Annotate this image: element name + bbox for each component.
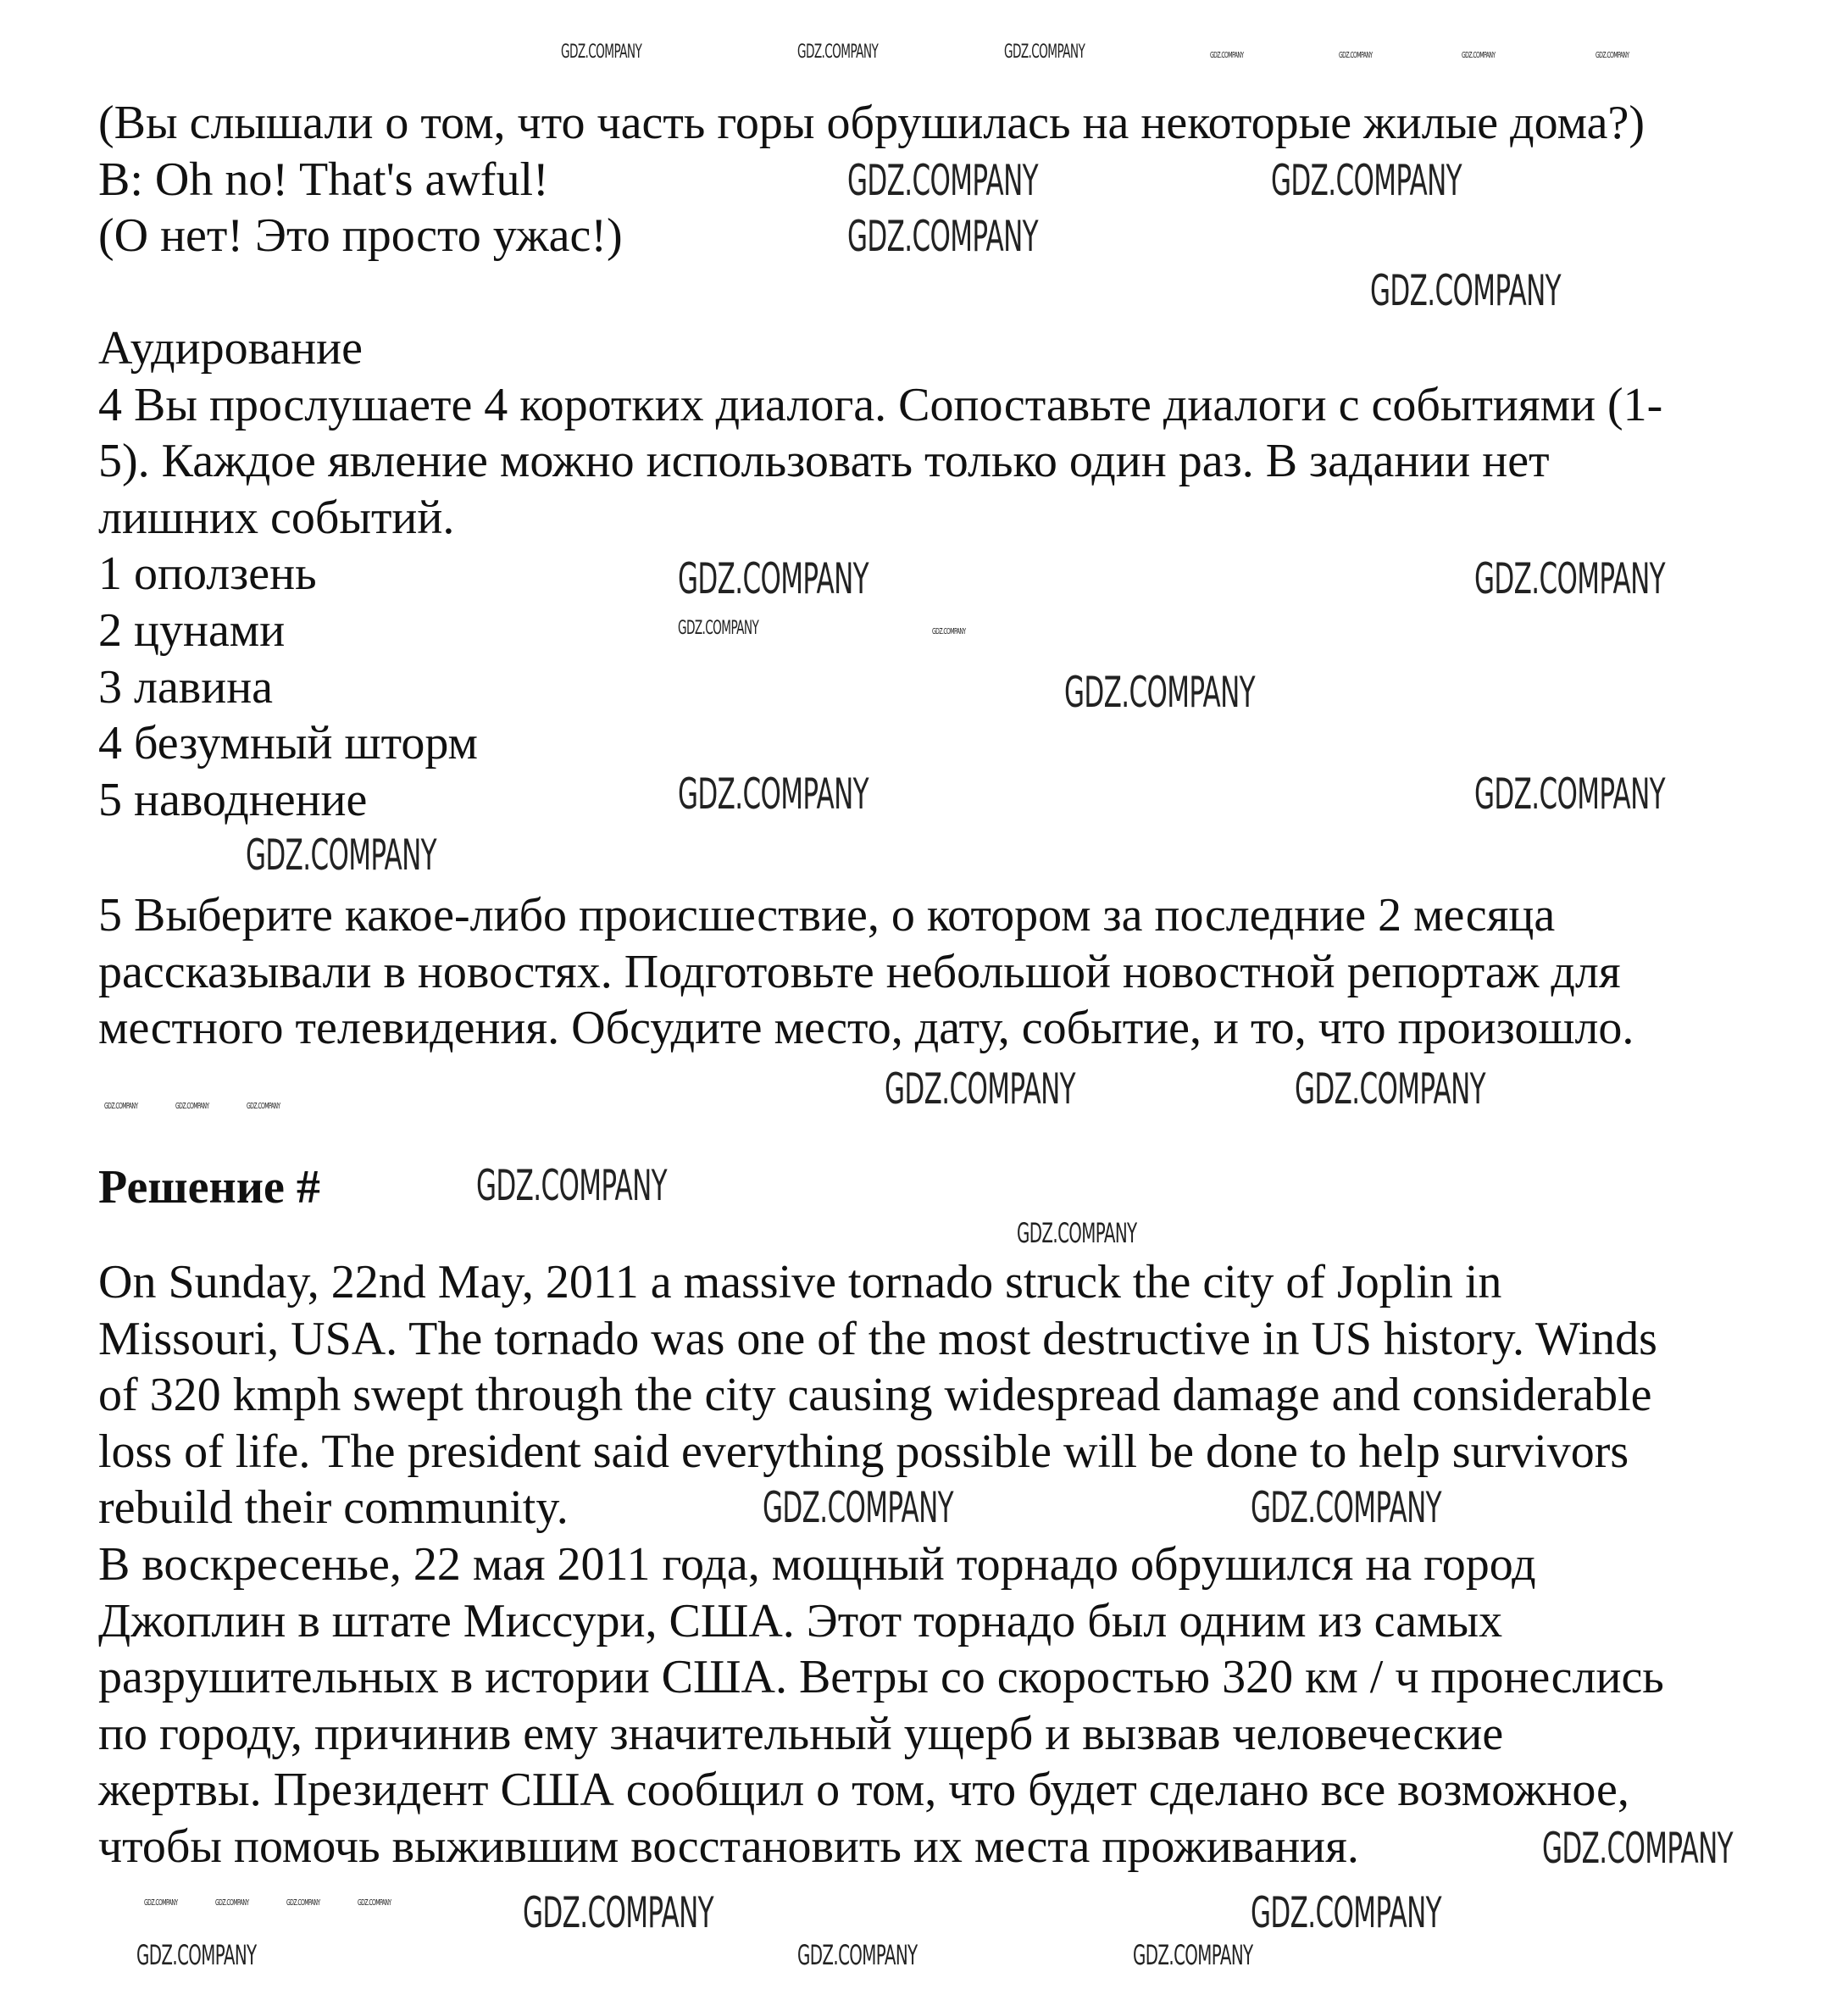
task-line: рассказывали в новостях. Подготовьте небольшой новостной репортаж для — [98, 945, 1621, 998]
watermark: GDZ.COMPANY — [1370, 266, 1562, 315]
task-line: лишних событий. — [98, 491, 455, 544]
watermark: GDZ.COMPANY — [358, 1898, 391, 1908]
english-line: Missouri, USA. The tornado was one of the most destructive in US history. Winds — [98, 1312, 1657, 1365]
task-line: 4 Вы прослушаете 4 коротких диалога. Сопоставьте диалоги с событиями (1- — [98, 378, 1663, 431]
section-title: Аудирование — [98, 322, 363, 375]
english-line: rebuild their community. — [98, 1481, 569, 1535]
watermark: GDZ.COMPANY — [136, 1939, 257, 1971]
watermark: GDZ.COMPANY — [286, 1898, 320, 1908]
watermark: GDZ.COMPANY — [247, 1102, 280, 1111]
watermark: GDZ.COMPANY — [678, 554, 869, 603]
watermark: GDZ.COMPANY — [763, 1483, 954, 1532]
watermark: GDZ.COMPANY — [1542, 1824, 1734, 1873]
list-item: 3 лавина — [98, 660, 274, 714]
listening-block — [98, 320, 1662, 828]
watermark: GDZ.COMPANY — [1271, 156, 1462, 205]
list-item: 4 безумный шторм — [98, 717, 478, 770]
solution-block — [98, 1254, 1664, 1875]
english-line: loss of life. The president said everything possible will be done to help survivors — [98, 1425, 1629, 1478]
watermark: GDZ.COMPANY — [678, 618, 759, 639]
watermark: GDZ.COMPANY — [1210, 51, 1244, 60]
watermark: GDZ.COMPANY — [797, 1939, 918, 1971]
watermark: GDZ.COMPANY — [215, 1898, 249, 1908]
watermark: GDZ.COMPANY — [1064, 668, 1256, 717]
watermark: GDZ.COMPANY — [1017, 1217, 1137, 1249]
english-line: On Sunday, 22nd May, 2011 a massive tornado struck the city of Joplin in — [98, 1256, 1502, 1308]
list-item: 2 цунами — [98, 603, 286, 657]
watermark: GDZ.COMPANY — [932, 627, 966, 636]
watermark: GDZ.COMPANY — [1474, 769, 1666, 819]
watermark: GDZ.COMPANY — [104, 1102, 138, 1111]
watermark: GDZ.COMPANY — [847, 156, 1039, 205]
watermark: GDZ.COMPANY — [144, 1898, 178, 1908]
list-item: 5 наводнение — [98, 773, 368, 826]
dialogue-line: (Вы слышали о том, что часть горы обрушилась на некоторые жилые дома?) — [98, 97, 1645, 149]
watermark: GDZ.COMPANY — [1462, 51, 1496, 60]
russian-line: по городу, причинив ему значительный ущерб и вызвав человеческие — [98, 1707, 1504, 1760]
watermark: GDZ.COMPANY — [1595, 51, 1629, 60]
watermark: GDZ.COMPANY — [797, 42, 879, 63]
watermark: GDZ.COMPANY — [1474, 554, 1666, 603]
watermark: GDZ.COMPANY — [1251, 1888, 1442, 1937]
watermark: GDZ.COMPANY — [847, 212, 1039, 261]
watermark: GDZ.COMPANY — [1004, 42, 1085, 63]
task5-block — [98, 887, 1634, 1057]
russian-line: разрушительных в истории США. Ветры со скоростью 320 км / ч пронеслись — [98, 1651, 1664, 1704]
task-line: 5). Каждое явление можно использовать только один раз. В задании нет — [98, 435, 1550, 488]
watermark: GDZ.COMPANY — [175, 1102, 209, 1111]
russian-line: В воскресенье, 22 мая 2011 года, мощный торнадо обрушился на город — [98, 1537, 1536, 1591]
english-line: of 320 kmph swept through the city causing widespread damage and considerable — [98, 1369, 1652, 1422]
watermark: GDZ.COMPANY — [1251, 1483, 1442, 1532]
watermark: GDZ.COMPANY — [523, 1888, 714, 1937]
dialogue-line: (О нет! Это просто ужас!) — [98, 209, 623, 263]
solution-heading: Решение # — [98, 1161, 320, 1214]
russian-line: Джоплин в штате Миссури, США. Этот торнадо был одним из самых — [98, 1594, 1503, 1647]
list-item: 1 оползень — [98, 547, 317, 601]
watermark: GDZ.COMPANY — [678, 769, 869, 819]
dialogue-line: B: Oh no! That's awful! — [98, 153, 549, 206]
watermark: GDZ.COMPANY — [561, 42, 642, 63]
watermark: GDZ.COMPANY — [476, 1161, 668, 1210]
watermark: GDZ.COMPANY — [1339, 51, 1373, 60]
watermark: GDZ.COMPANY — [1295, 1064, 1486, 1114]
russian-line: чтобы помочь выжившим восстановить их места проживания. — [98, 1820, 1359, 1873]
task-line: местного телевидения. Обсудите место, дату, событие, и то, что произошло. — [98, 1002, 1634, 1055]
russian-line: жертвы. Президент США сообщил о том, что будет сделано все возможное, — [98, 1764, 1629, 1817]
watermark: GDZ.COMPANY — [246, 831, 437, 880]
watermark: GDZ.COMPANY — [1133, 1939, 1253, 1971]
watermark: GDZ.COMPANY — [885, 1064, 1076, 1114]
task-line: 5 Выберите какое-либо происшествие, о котором за последние 2 месяца — [98, 889, 1556, 942]
